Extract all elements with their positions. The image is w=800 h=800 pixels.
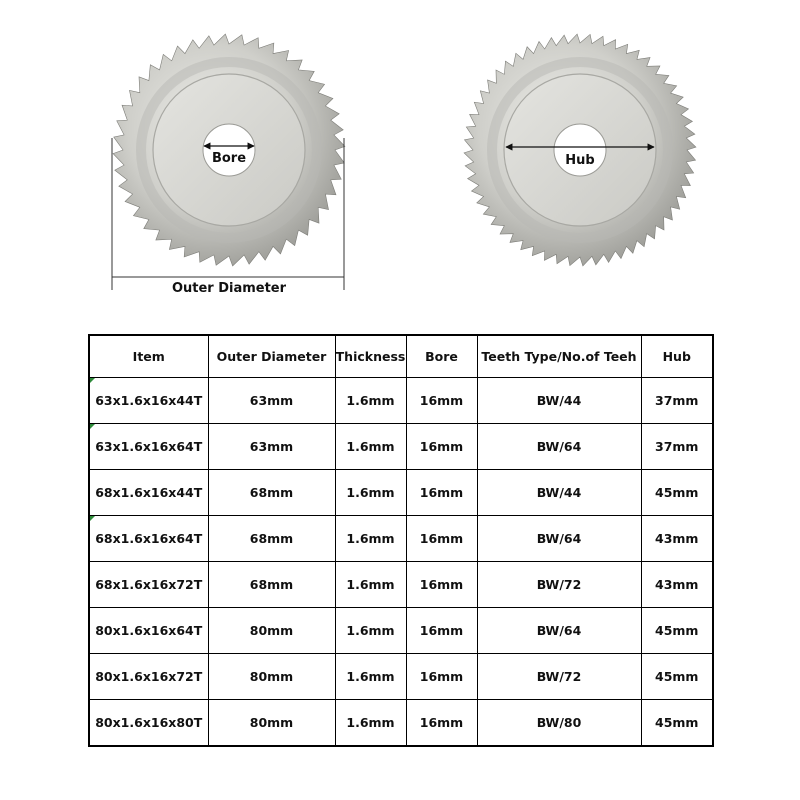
cell-outer-diameter: 80mm [208,700,335,747]
table-row [89,424,713,470]
header-thickness: Thickness [335,335,406,378]
table-row [89,700,713,747]
right-saw-blade [464,34,696,266]
cell-corner-marker [90,378,95,383]
cell-bore: 16mm [406,562,477,608]
cell-thickness: 1.6mm [335,700,406,747]
header-hub: Hub [641,335,713,378]
cell-outer-diameter: 68mm [208,516,335,562]
cell-item [89,562,208,608]
cell-thickness: 1.6mm [335,470,406,516]
cell-item [89,378,208,424]
header-bore: Bore [406,335,477,378]
table-row [89,608,713,654]
cell-item [89,608,208,654]
cell-teeth-type: BW/72 [477,654,641,700]
cell-teeth-type: BW/64 [477,608,641,654]
header-item: Item [89,335,208,378]
blade-diagram-svg [0,0,800,310]
cell-hub: 45mm [641,654,713,700]
cell-teeth-type: BW/44 [477,470,641,516]
cell-outer-diameter: 68mm [208,470,335,516]
cell-hub: 37mm [641,424,713,470]
cell-item [89,654,208,700]
cell-teeth-type: BW/64 [477,516,641,562]
cell-teeth-type: BW/72 [477,562,641,608]
cell-outer-diameter: 80mm [208,608,335,654]
cell-bore: 16mm [406,470,477,516]
cell-item [89,470,208,516]
cell-item-text: 63x1.6x16x44T [95,393,203,408]
cell-item [89,700,208,747]
cell-item-text: 68x1.6x16x72T [95,577,203,592]
cell-thickness: 1.6mm [335,378,406,424]
outer-diameter-label: Outer Diameter [171,281,287,296]
cell-item [89,424,208,470]
cell-item [89,516,208,562]
cell-item-text: 63x1.6x16x64T [95,439,203,454]
cell-bore: 16mm [406,608,477,654]
cell-hub: 45mm [641,608,713,654]
cell-item-text: 68x1.6x16x44T [95,485,203,500]
cell-thickness: 1.6mm [335,654,406,700]
cell-bore: 16mm [406,378,477,424]
cell-teeth-type: BW/64 [477,424,641,470]
table-header-row [89,335,713,378]
spec-table [88,334,714,747]
cell-item-text: 80x1.6x16x64T [95,623,203,638]
cell-outer-diameter: 63mm [208,378,335,424]
table-row [89,654,713,700]
table-row [89,516,713,562]
cell-thickness: 1.6mm [335,516,406,562]
blade-diagram [0,0,800,310]
hub-label: Hub [565,153,595,168]
cell-item-text: 80x1.6x16x80T [95,715,203,730]
cell-outer-diameter: 80mm [208,654,335,700]
cell-bore: 16mm [406,516,477,562]
cell-hub: 43mm [641,516,713,562]
header-teeth-type: Teeth Type/No.of Teeh [477,335,641,378]
cell-hub: 45mm [641,470,713,516]
cell-corner-marker [90,424,95,429]
cell-corner-marker [90,516,95,521]
table-row [89,562,713,608]
cell-teeth-type: BW/44 [477,378,641,424]
left-blade-bore-hole [203,124,255,176]
cell-hub: 43mm [641,562,713,608]
bore-label: Bore [211,151,247,166]
table-row [89,470,713,516]
cell-hub: 37mm [641,378,713,424]
table-row [89,378,713,424]
cell-item-text: 68x1.6x16x64T [95,531,203,546]
cell-outer-diameter: 68mm [208,562,335,608]
cell-item-text: 80x1.6x16x72T [95,669,203,684]
cell-bore: 16mm [406,654,477,700]
left-saw-blade [113,34,345,266]
header-outer-diameter: Outer Diameter [208,335,335,378]
cell-teeth-type: BW/80 [477,700,641,747]
cell-thickness: 1.6mm [335,608,406,654]
cell-bore: 16mm [406,424,477,470]
cell-thickness: 1.6mm [335,424,406,470]
cell-bore: 16mm [406,700,477,747]
right-blade-bore-hole [554,124,606,176]
cell-thickness: 1.6mm [335,562,406,608]
cell-outer-diameter: 63mm [208,424,335,470]
cell-hub: 45mm [641,700,713,747]
